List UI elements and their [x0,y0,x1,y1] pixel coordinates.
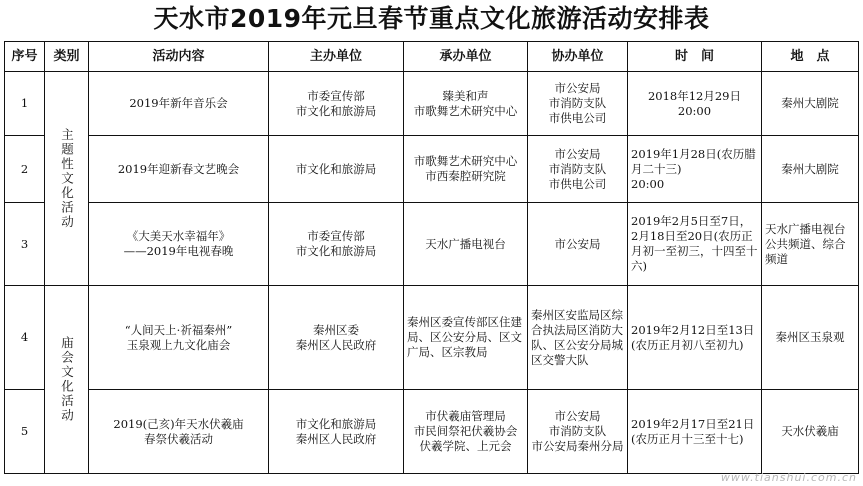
activity-content: 2019年迎新春文艺晚会 [89,136,269,203]
co-organizer-unit: 市公安局 [528,203,628,286]
activity-content: 《大美天水幸福年》 ——2019年电视春晚 [89,203,269,286]
co-organizer-unit: 秦州区安监局区综合执法局区消防大队、区公安分局城区交警大队 [528,286,628,390]
event-venue: 天水伏羲庙 [762,390,859,474]
co-organizer-unit: 市公安局 市消防支队 市供电公司 [528,72,628,136]
host-unit: 秦州区委 秦州区人民政府 [269,286,404,390]
category-cell [45,72,89,286]
host-unit: 市委宣传部 市文化和旅游局 [269,72,404,136]
activity-content: 2019年新年音乐会 [89,72,269,136]
organizer-unit: 臻美和声 市歌舞艺术研究中心 [404,72,528,136]
co-organizer-unit: 市公安局 市消防支队 市公安局秦州分局 [528,390,628,474]
header-host: 主办单位 [269,42,404,72]
organizer-unit: 天水广播电视台 [404,203,528,286]
row-no: 4 [5,286,45,390]
row-no: 1 [5,72,45,136]
table-row [5,390,859,474]
activity-content: “人间天上·祈福秦州” 玉泉观上九文化庙会 [89,286,269,390]
co-organizer-unit: 市公安局 市消防支队 市供电公司 [528,136,628,203]
header-organizer: 承办单位 [404,42,528,72]
watermark: www.tianshui.com.cn [720,471,857,484]
event-time: 2019年1月28日(农历腊月二十三) 20:00 [628,136,762,203]
header-row [5,42,859,72]
event-time: 2018年12月29日 20:00 [628,72,762,136]
category-label: 庙会文化活动 [59,336,75,423]
category-label: 主题性文化活动 [59,127,75,230]
event-time: 2019年2月5日至7日，2月18日至20日(农历正月初一至初三，十四至十六) [628,203,762,286]
header-co-organizer: 协办单位 [528,42,628,72]
table-row [5,286,859,390]
event-venue: 秦州大剧院 [762,136,859,203]
organizer-unit: 市伏羲庙管理局 市民间祭祀伏羲协会 伏羲学院、上元会 [404,390,528,474]
category-cell [45,286,89,474]
table-row [5,136,859,203]
header-no: 序号 [5,42,45,72]
header-time: 时 间 [628,42,762,72]
table-row [5,203,859,286]
row-no: 3 [5,203,45,286]
activity-content: 2019(己亥)年天水伏羲庙 春祭伏羲活动 [89,390,269,474]
host-unit: 市委宣传部 市文化和旅游局 [269,203,404,286]
event-venue: 天水广播电视台公共频道、综合频道 [762,203,859,286]
page-title: 天水市2019年元旦春节重点文化旅游活动安排表 [153,4,710,33]
header-venue: 地 点 [762,42,859,72]
event-venue: 秦州区玉泉观 [762,286,859,390]
event-venue: 秦州大剧院 [762,72,859,136]
event-time: 2019年2月12日至13日(农历正月初八至初九) [628,286,762,390]
host-unit: 市文化和旅游局 [269,136,404,203]
organizer-unit: 秦州区委宣传部区住建局、区公安分局、区文广局、区宗教局 [404,286,528,390]
host-unit: 市文化和旅游局 秦州区人民政府 [269,390,404,474]
header-category: 类别 [45,42,89,72]
header-content: 活动内容 [89,42,269,72]
row-no: 5 [5,390,45,474]
event-time: 2019年2月17日至21日(农历正月十三至十七) [628,390,762,474]
table-row [5,72,859,136]
schedule-table [4,41,859,474]
row-no: 2 [5,136,45,203]
organizer-unit: 市歌舞艺术研究中心 市西秦腔研究院 [404,136,528,203]
